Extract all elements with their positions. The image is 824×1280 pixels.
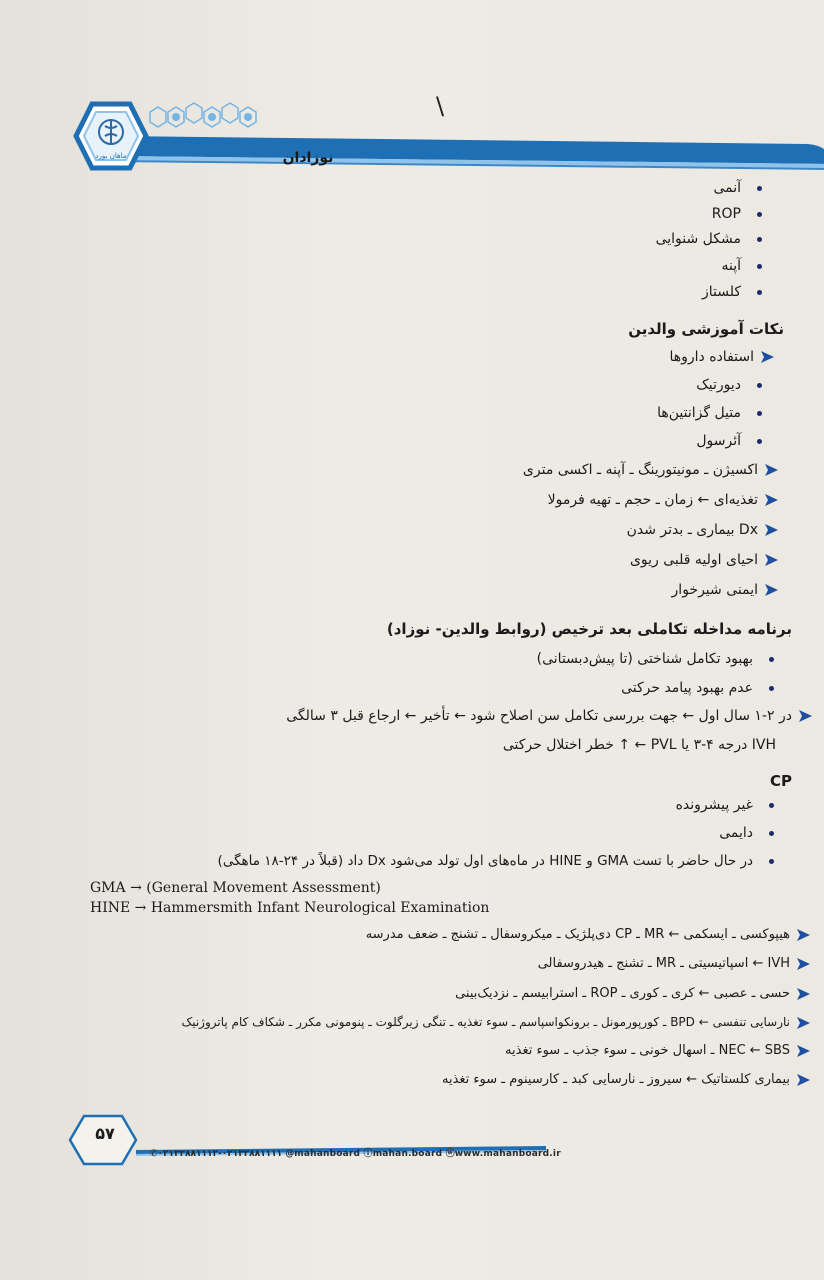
arrow-item: هیپوکسی ـ ایسکمی ← MR ـ CP دی‌پلژیک ـ میکروسفال ـ تشنج ـ ضعف مدرسه [366,927,810,942]
hexagon-decoration [140,100,260,140]
logo-text: ماهان بورد [95,152,127,160]
bullet-icon [769,803,774,808]
bullet-icon [757,411,762,416]
gma-definition: GMA → (General Movement Assessment) [90,880,381,896]
arrow-item: نارسایی تنفسی ← BPD ـ کورپورمونل ـ برونکواسپاسم ـ سوء تغذیه ـ تنگی زیرگلوت ـ پنومونی مکرر ـ شکاف کام پاتروژنیک [181,1015,810,1030]
footer-contact: ✆۰۲۱۳۲۸۸۱۱۱۲-۰۲۱۳۲۸۸۱۱۱۱ @mahanboard ⓘmahan.board ⓦwww.mahanboard.ir [150,1149,561,1159]
arrow-item: اکسیژن ـ مونیتورینگ ـ آپنه ـ اکسی متری [523,462,778,478]
bullet-icon [757,212,762,217]
list-item: دیورتیک [696,377,762,393]
bullet-icon [769,859,774,864]
section-title-cp: CP [769,772,792,790]
footer-band [66,1110,566,1170]
arrow-item: استفاده داروها [669,349,774,365]
list-item: عدم بهبود پیامد حرکتی [621,680,774,696]
arrow-item: در ۲-۱ سال اول ← جهت بررسی تکامل سن اصلاح شود ← تأخیر ← ارجاع قبل ۳ سالگی [286,708,812,724]
arrowhead-icon [764,583,778,597]
list-item: متیل گزانتین‌ها [657,405,762,421]
arrow-item: بیماری کلستاتیک ← سیروز ـ نارسایی کبد ـ کارسینوم ـ سوء تغذیه [442,1072,810,1087]
arrowhead-icon [764,493,778,507]
list-item: ROP [712,206,762,222]
arrowhead-icon [796,1016,810,1030]
arrowhead-icon [798,709,812,723]
arrow-item: ایمنی شیرخوار [672,582,778,598]
logo-hexagon [70,98,152,174]
bullet-icon [757,264,762,269]
arrow-item: Dx بیماری ـ بدتر شدن [627,522,778,538]
arrow-item: IVH ← اسپاتیسیتی ـ MR ـ تشنج ـ هیدروسفالی [538,956,810,971]
arrow-item: حسی ـ عصبی ← کری ـ کوری ـ ROP ـ استرابیسم ـ نزدیک‌بینی [455,986,810,1001]
arrowhead-icon [796,1073,810,1087]
arrowhead-icon [796,1044,810,1058]
program-sub-line: IVH درجه ۴-۳ یا PVL ← ↑ خطر اختلال حرکتی [502,737,776,753]
page-number: ۵۷ [95,1124,115,1143]
bullet-icon [757,383,762,388]
section-title-program: برنامه مداخله تکاملی بعد ترخیص (روابط والدین- نوزاد) [386,620,792,638]
list-item: آنمی [713,180,762,196]
list-item: دایمی [719,825,774,841]
bullet-icon [769,686,774,691]
list-item: غیر پیشرونده [676,797,774,813]
arrowhead-icon [796,957,810,971]
hine-definition: HINE → Hammersmith Infant Neurological Examination [90,900,490,916]
arrowhead-icon [796,928,810,942]
list-item: کلستاز [702,284,762,300]
arrow-item: NEC ← SBS ـ اسهال خونی ـ سوء جذب ـ سوء تغذیه [505,1043,810,1058]
list-item: در حال حاضر با تست GMA و HINE در ماه‌های اول تولد می‌شود Dx داد (قبلاً در ۲۴-۱۸ ماهگی) [218,853,774,869]
arrowhead-icon [764,463,778,477]
bullet-icon [769,657,774,662]
chapter-title: نوزادان [282,150,334,166]
bullet-icon [757,237,762,242]
arrow-item: تغذیه‌ای ← زمان ـ حجم ـ تهیه فرمولا [548,492,778,508]
list-item: آپنه [721,258,762,274]
list-item: آئرسول [696,433,762,449]
arrowhead-icon [796,987,810,1001]
bullet-icon [769,831,774,836]
arrowhead-icon [764,553,778,567]
section-title-parents: نکات آموزشی والدین [628,320,784,338]
list-item: مشکل شنوایی [656,231,762,247]
pen-mark: \ [436,92,445,120]
list-item: بهبود تکامل شناختی (تا پیش‌دبستانی) [537,651,774,667]
bullet-icon [757,186,762,191]
arrowhead-icon [764,523,778,537]
bullet-icon [757,439,762,444]
arrow-item: احیای اولیه قلبی ریوی [630,552,778,568]
bullet-icon [757,290,762,295]
arrowhead-icon [760,350,774,364]
